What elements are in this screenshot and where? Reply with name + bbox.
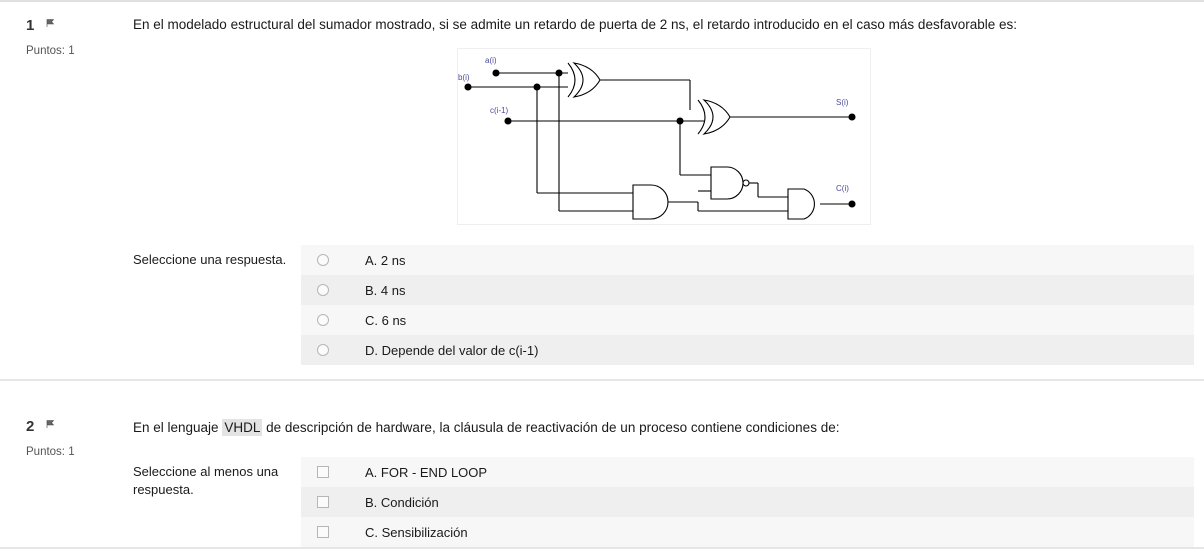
answers-area-2 <box>133 457 1194 547</box>
question-text-after: de descripción de hardware, la cláusula de reactivación de un proceso contiene condiciones de: <box>262 420 840 436</box>
diagram-label-c: c(i-1) <box>489 106 508 116</box>
option-label: A. FOR - END LOOP <box>365 464 488 480</box>
options-list-1 <box>301 245 1194 365</box>
question-number: 2 <box>26 418 35 436</box>
diagram-label-a: a(i) <box>484 56 497 66</box>
diagram-label-b: b(i) <box>457 73 470 83</box>
option-row[interactable] <box>301 335 1194 365</box>
figure-wrapper <box>133 48 1194 225</box>
diagram-label-s: S(i) <box>835 98 848 108</box>
option-row[interactable] <box>301 457 1194 487</box>
checkbox-input[interactable] <box>317 526 329 538</box>
option-label: B. 4 ns <box>365 282 406 298</box>
option-label: B. Condición <box>365 494 439 510</box>
checkbox-input[interactable] <box>317 496 329 508</box>
option-label: D. Depende del valor de c(i-1) <box>365 342 539 358</box>
question-block-1 <box>0 2 1204 381</box>
option-row[interactable] <box>301 275 1194 305</box>
option-row[interactable] <box>301 305 1194 335</box>
option-row[interactable] <box>301 517 1194 547</box>
adder-circuit-diagram <box>457 48 871 225</box>
question-text-before: En el lenguaje <box>133 420 223 436</box>
diagram-labels <box>458 56 849 193</box>
options-list-2 <box>301 457 1194 547</box>
question-points: Puntos: 1 <box>26 446 75 459</box>
question-meta-2 <box>0 403 122 468</box>
question-meta-1 <box>0 2 122 67</box>
block-spacer <box>0 381 1204 403</box>
answer-instruction: Seleccione al menos una respuesta. <box>133 464 279 497</box>
question-body-2 <box>122 403 1204 547</box>
question-text <box>133 419 1194 437</box>
radio-input[interactable] <box>317 314 329 326</box>
flag-icon[interactable] <box>45 16 56 34</box>
option-label: C. 6 ns <box>365 312 407 328</box>
answer-instruction: Seleccione una respuesta. <box>133 252 287 268</box>
radio-input[interactable] <box>317 284 329 296</box>
option-row[interactable] <box>301 245 1194 275</box>
option-row[interactable] <box>301 487 1194 517</box>
question-points: Puntos: 1 <box>26 45 75 57</box>
option-label: A. 2 ns <box>365 252 406 268</box>
question-block-2 <box>0 403 1204 549</box>
diagram-label-carry: C(i) <box>835 184 849 194</box>
question-number: 1 <box>26 17 35 34</box>
checkbox-input[interactable] <box>317 466 329 478</box>
option-label: C. Sensibilización <box>365 524 468 540</box>
answers-area-1 <box>133 245 1194 365</box>
radio-input[interactable] <box>317 254 329 266</box>
radio-input[interactable] <box>317 344 329 356</box>
question-text: En el modelado estructural del sumador mostrado, si se admite un retardo de puerta de 2 ns, el retardo introducido en el caso más desfavorable es: <box>133 17 1017 32</box>
question-body-1 <box>122 2 1204 379</box>
question-text-highlight: VHDL <box>224 420 261 436</box>
flag-icon[interactable] <box>45 417 56 435</box>
